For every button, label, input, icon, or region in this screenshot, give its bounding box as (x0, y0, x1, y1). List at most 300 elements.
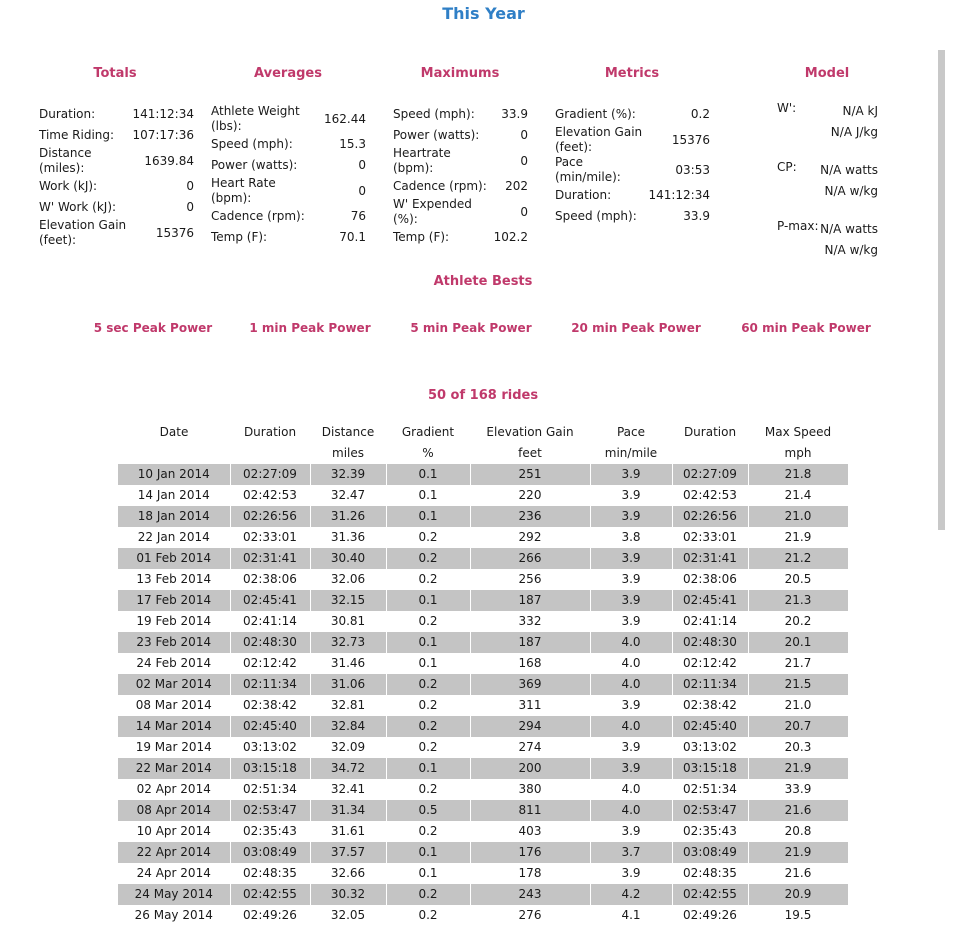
metrics-panel (555, 104, 710, 227)
table-cell: 811 (470, 800, 590, 821)
table-cell: 37.57 (310, 842, 386, 863)
table-cell: 22 Mar 2014 (118, 758, 230, 779)
table-cell: 294 (470, 716, 590, 737)
model-list (777, 101, 878, 261)
averages-row (211, 104, 366, 134)
table-cell: 0.2 (386, 779, 470, 800)
totals-table (39, 104, 194, 248)
table-cell: 33.9 (748, 779, 848, 800)
table-row[interactable] (118, 779, 848, 800)
table-cell: 14 Mar 2014 (118, 716, 230, 737)
maximums-label: Power (watts): (393, 128, 480, 142)
table-row[interactable] (118, 653, 848, 674)
table-cell: 3.7 (590, 842, 672, 863)
table-cell: 0.2 (386, 884, 470, 905)
table-cell: 02:49:26 (230, 905, 310, 926)
table-cell: 32.09 (310, 737, 386, 758)
table-cell: 02:38:42 (672, 695, 748, 716)
table-cell: 19.5 (748, 905, 848, 926)
table-cell: 0.2 (386, 569, 470, 590)
table-cell: 02:42:53 (230, 485, 310, 506)
table-cell: 13 Feb 2014 (118, 569, 230, 590)
table-cell: 02:41:14 (230, 611, 310, 632)
best-5min-peak-power: 5 min Peak Power (410, 321, 532, 335)
table-row[interactable] (118, 863, 848, 884)
table-cell: 32.66 (310, 863, 386, 884)
metrics-value: 33.9 (683, 209, 710, 223)
table-cell: 4.0 (590, 653, 672, 674)
table-cell: 0.1 (386, 632, 470, 653)
metrics-row (555, 125, 710, 155)
table-cell: 02:49:26 (672, 905, 748, 926)
totals-value: 1639.84 (144, 153, 194, 168)
metrics-row (555, 206, 710, 227)
table-cell: 3.8 (590, 527, 672, 548)
totals-value: 107:17:36 (132, 128, 194, 142)
table-cell: 380 (470, 779, 590, 800)
table-cell: 176 (470, 842, 590, 863)
totals-row (39, 104, 194, 125)
model-label: W': (777, 101, 797, 115)
table-cell: 3.9 (590, 464, 672, 485)
table-cell: 4.1 (590, 905, 672, 926)
maximums-value: 33.9 (501, 107, 528, 121)
table-cell: 292 (470, 527, 590, 548)
best-5sec-peak-power: 5 sec Peak Power (93, 321, 213, 335)
averages-row (211, 206, 366, 227)
table-cell: 3.9 (590, 611, 672, 632)
table-row[interactable] (118, 611, 848, 632)
totals-value: 0 (186, 200, 194, 214)
table-cell: 20.7 (748, 716, 848, 737)
table-cell: 08 Mar 2014 (118, 695, 230, 716)
table-row[interactable] (118, 884, 848, 905)
table-row[interactable] (118, 506, 848, 527)
table-cell: 02:35:43 (672, 821, 748, 842)
table-row[interactable] (118, 464, 848, 485)
table-cell: 3.9 (590, 548, 672, 569)
table-cell: 31.36 (310, 527, 386, 548)
table-cell: 02:11:34 (672, 674, 748, 695)
table-cell: 02 Apr 2014 (118, 779, 230, 800)
col-unit-distance: miles (332, 446, 364, 460)
rides-heading: 50 of 168 rides (427, 388, 539, 403)
table-cell: 14 Jan 2014 (118, 485, 230, 506)
table-cell: 02:12:42 (230, 653, 310, 674)
table-cell: 243 (470, 884, 590, 905)
averages-row (211, 227, 366, 248)
table-cell: 22 Jan 2014 (118, 527, 230, 548)
table-cell: 3.9 (590, 863, 672, 884)
maximums-value: 0 (520, 153, 528, 168)
table-cell: 0.1 (386, 842, 470, 863)
col-header-elevation-gain: Elevation Gain (486, 425, 574, 439)
table-cell: 0.1 (386, 758, 470, 779)
table-cell: 03:13:02 (230, 737, 310, 758)
table-cell: 31.06 (310, 674, 386, 695)
totals-row (39, 125, 194, 146)
averages-label: Athlete Weight (lbs): (211, 104, 300, 133)
col-header-duration: Duration (243, 425, 297, 439)
col-unit-elevation-gain: feet (518, 446, 542, 460)
totals-row (39, 218, 194, 248)
col-unit-gradient: % (422, 446, 434, 460)
table-cell: 21.6 (748, 863, 848, 884)
table-cell: 21.5 (748, 674, 848, 695)
table-cell: 02:51:34 (230, 779, 310, 800)
table-cell: 10 Apr 2014 (118, 821, 230, 842)
col-header-distance: Distance (321, 425, 375, 439)
totals-value: 0 (186, 179, 194, 193)
table-cell: 4.0 (590, 632, 672, 653)
table-cell: 03:13:02 (672, 737, 748, 758)
metrics-label: Gradient (%): (555, 107, 636, 121)
table-cell: 19 Feb 2014 (118, 611, 230, 632)
table-cell: 0.2 (386, 737, 470, 758)
averages-label: Temp (F): (211, 230, 268, 244)
col-header-pace: Pace (616, 425, 646, 439)
athlete-bests-heading: Athlete Bests (433, 274, 533, 289)
table-cell: 02:11:34 (230, 674, 310, 695)
table-cell: 0.2 (386, 905, 470, 926)
table-cell: 02:26:56 (672, 506, 748, 527)
table-cell: 02:41:14 (672, 611, 748, 632)
table-cell: 21.4 (748, 485, 848, 506)
table-cell: 02:12:42 (672, 653, 748, 674)
totals-label: Elevation Gain (feet): (39, 218, 127, 247)
table-cell: 32.81 (310, 695, 386, 716)
table-cell: 02:27:09 (230, 464, 310, 485)
table-cell: 02:48:35 (672, 863, 748, 884)
table-cell: 02:48:35 (230, 863, 310, 884)
table-cell: 21.2 (748, 548, 848, 569)
model-values (820, 160, 878, 202)
table-cell: 31.26 (310, 506, 386, 527)
totals-value: 141:12:34 (132, 107, 194, 121)
model-label: P-max: (777, 219, 819, 233)
table-cell: 03:08:49 (672, 842, 748, 863)
maximums-value: 0 (520, 204, 528, 219)
table-cell: 4.0 (590, 800, 672, 821)
table-cell: 02:31:41 (230, 548, 310, 569)
table-cell: 187 (470, 590, 590, 611)
table-cell: 168 (470, 653, 590, 674)
table-cell: 32.06 (310, 569, 386, 590)
table-row[interactable] (118, 800, 848, 821)
averages-value: 76 (350, 209, 366, 223)
table-cell: 0.2 (386, 548, 470, 569)
maximums-label: Temp (F): (393, 230, 450, 244)
table-row[interactable] (118, 821, 848, 842)
table-row[interactable] (118, 527, 848, 548)
table-row[interactable] (118, 632, 848, 653)
table-cell: 21.9 (748, 758, 848, 779)
maximums-panel (393, 104, 528, 248)
page-title: This Year (442, 4, 525, 23)
table-cell: 4.0 (590, 716, 672, 737)
totals-label: Time Riding: (39, 128, 115, 142)
totals-label: Work (kJ): (39, 179, 98, 193)
metrics-value: 0.2 (690, 107, 710, 121)
table-cell: 02:35:43 (230, 821, 310, 842)
table-cell: 02:26:56 (230, 506, 310, 527)
scrollbar-thumb[interactable] (938, 50, 945, 530)
table-cell: 02:48:30 (672, 632, 748, 653)
table-row[interactable] (118, 485, 848, 506)
table-cell: 21.0 (748, 506, 848, 527)
table-cell: 4.0 (590, 779, 672, 800)
table-cell: 02:53:47 (230, 800, 310, 821)
table-cell: 369 (470, 674, 590, 695)
table-row[interactable] (118, 842, 848, 863)
table-cell: 32.73 (310, 632, 386, 653)
table-cell: 02:38:06 (230, 569, 310, 590)
maximums-row (393, 176, 528, 197)
averages-table (211, 104, 366, 248)
table-cell: 02:48:30 (230, 632, 310, 653)
col-unit-date (118, 443, 230, 464)
table-cell: 0.2 (386, 821, 470, 842)
rides-table (118, 422, 849, 926)
table-cell: 20.3 (748, 737, 848, 758)
table-cell: 3.9 (590, 569, 672, 590)
table-cell: 0.2 (386, 695, 470, 716)
table-cell: 10 Jan 2014 (118, 464, 230, 485)
col-header-gradient: Gradient (401, 425, 455, 439)
col-unit-pace: min/mile (604, 446, 658, 460)
maximums-label: Speed (mph): (393, 107, 475, 121)
table-cell: 32.47 (310, 485, 386, 506)
table-cell: 0.2 (386, 611, 470, 632)
maximums-row (393, 227, 528, 248)
maximums-heading: Maximums (420, 66, 500, 81)
maximums-row (393, 197, 528, 227)
table-cell: 19 Mar 2014 (118, 737, 230, 758)
table-cell: 3.9 (590, 821, 672, 842)
totals-row (39, 197, 194, 218)
table-cell: 02:38:42 (230, 695, 310, 716)
metrics-label: Elevation Gain (feet): (555, 125, 643, 154)
table-cell: 24 May 2014 (118, 884, 230, 905)
table-cell: 3.9 (590, 758, 672, 779)
table-cell: 02:45:40 (230, 716, 310, 737)
table-cell: 3.9 (590, 737, 672, 758)
table-cell: 0.5 (386, 800, 470, 821)
model-value: N/A watts (820, 222, 878, 236)
table-cell: 03:08:49 (230, 842, 310, 863)
table-cell: 01 Feb 2014 (118, 548, 230, 569)
table-cell: 21.9 (748, 527, 848, 548)
table-cell: 02:38:06 (672, 569, 748, 590)
totals-row (39, 176, 194, 197)
metrics-label: Duration: (555, 188, 612, 202)
table-cell: 220 (470, 485, 590, 506)
table-cell: 32.41 (310, 779, 386, 800)
table-cell: 32.05 (310, 905, 386, 926)
table-cell: 02:45:41 (672, 590, 748, 611)
table-row[interactable] (118, 548, 848, 569)
table-cell: 20.9 (748, 884, 848, 905)
metrics-heading: Metrics (604, 66, 660, 81)
table-cell: 3.9 (590, 506, 672, 527)
table-cell: 21.6 (748, 800, 848, 821)
maximums-value: 0 (520, 128, 528, 142)
table-cell: 21.3 (748, 590, 848, 611)
table-cell: 24 Feb 2014 (118, 653, 230, 674)
table-cell: 178 (470, 863, 590, 884)
table-cell: 31.46 (310, 653, 386, 674)
table-cell: 21.8 (748, 464, 848, 485)
table-cell: 17 Feb 2014 (118, 590, 230, 611)
table-cell: 02:31:41 (672, 548, 748, 569)
model-value: N/A w/kg (824, 184, 878, 198)
table-cell: 30.40 (310, 548, 386, 569)
table-cell: 21.0 (748, 695, 848, 716)
table-row[interactable] (118, 905, 848, 926)
table-row[interactable] (118, 674, 848, 695)
model-panel (777, 101, 878, 278)
totals-label: Duration: (39, 107, 96, 121)
table-row[interactable] (118, 590, 848, 611)
metrics-value: 15376 (671, 132, 710, 147)
model-values (831, 101, 878, 143)
table-row[interactable] (118, 716, 848, 737)
table-cell: 30.32 (310, 884, 386, 905)
table-cell: 0.2 (386, 716, 470, 737)
table-cell: 187 (470, 632, 590, 653)
table-cell: 3.9 (590, 485, 672, 506)
table-cell: 32.15 (310, 590, 386, 611)
table-cell: 311 (470, 695, 590, 716)
metrics-value: 141:12:34 (648, 188, 710, 202)
metrics-label: Speed (mph): (555, 209, 637, 223)
col-header-max-speed: Max Speed (764, 425, 832, 439)
table-row[interactable] (118, 737, 848, 758)
table-cell: 0.1 (386, 485, 470, 506)
table-row[interactable] (118, 695, 848, 716)
model-item (777, 160, 878, 202)
averages-heading: Averages (254, 66, 322, 81)
totals-value: 15376 (155, 225, 194, 240)
averages-label: Cadence (rpm): (211, 209, 305, 223)
table-cell: 20.8 (748, 821, 848, 842)
table-cell: 0.1 (386, 653, 470, 674)
averages-label: Heart Rate (bpm): (211, 176, 276, 205)
model-value: N/A kJ (842, 104, 878, 118)
averages-label: Power (watts): (211, 158, 298, 172)
col-header-duration-2: Duration (683, 425, 737, 439)
averages-value: 0 (358, 183, 366, 198)
col-unit-max-speed: mph (784, 446, 812, 460)
averages-panel (211, 104, 366, 248)
best-60min-peak-power: 60 min Peak Power (741, 321, 871, 335)
table-cell: 32.84 (310, 716, 386, 737)
model-item (777, 101, 878, 143)
table-cell: 332 (470, 611, 590, 632)
table-cell: 251 (470, 464, 590, 485)
best-1min-peak-power: 1 min Peak Power (249, 321, 371, 335)
table-cell: 03:15:18 (230, 758, 310, 779)
table-cell: 200 (470, 758, 590, 779)
table-cell: 18 Jan 2014 (118, 506, 230, 527)
table-cell: 22 Apr 2014 (118, 842, 230, 863)
maximums-row (393, 125, 528, 146)
model-heading: Model (804, 66, 850, 81)
table-cell: 236 (470, 506, 590, 527)
table-cell: 08 Apr 2014 (118, 800, 230, 821)
metrics-value: 03:53 (675, 162, 710, 177)
averages-row (211, 134, 366, 155)
averages-value: 70.1 (339, 230, 366, 244)
averages-value: 162.44 (324, 111, 366, 126)
totals-row (39, 146, 194, 176)
model-value: N/A watts (820, 163, 878, 177)
table-cell: 256 (470, 569, 590, 590)
table-cell: 0.1 (386, 464, 470, 485)
averages-value: 15.3 (339, 137, 366, 151)
maximums-label: W' Expended (%): (393, 197, 472, 226)
maximums-value: 202 (505, 179, 528, 193)
table-cell: 02:33:01 (672, 527, 748, 548)
table-cell: 274 (470, 737, 590, 758)
metrics-row (555, 104, 710, 125)
table-cell: 20.5 (748, 569, 848, 590)
table-cell: 24 Apr 2014 (118, 863, 230, 884)
averages-row (211, 155, 366, 176)
totals-label: W' Work (kJ): (39, 200, 117, 214)
metrics-table (555, 104, 710, 227)
metrics-label: Pace (min/mile): (555, 155, 621, 184)
maximums-value: 102.2 (493, 230, 528, 244)
table-cell: 0.1 (386, 863, 470, 884)
table-cell: 02:45:41 (230, 590, 310, 611)
table-cell: 02:27:09 (672, 464, 748, 485)
table-cell: 02:53:47 (672, 800, 748, 821)
maximums-row (393, 104, 528, 125)
table-cell: 02:42:55 (672, 884, 748, 905)
table-cell: 403 (470, 821, 590, 842)
table-cell: 31.34 (310, 800, 386, 821)
maximums-row (393, 146, 528, 176)
table-cell: 21.7 (748, 653, 848, 674)
table-cell: 31.61 (310, 821, 386, 842)
model-value: N/A w/kg (824, 243, 878, 257)
col-unit-duration-2 (672, 443, 748, 464)
table-row[interactable] (118, 758, 848, 779)
totals-heading: Totals (93, 66, 137, 81)
col-unit-duration (230, 443, 310, 464)
table-cell: 26 May 2014 (118, 905, 230, 926)
model-label: CP: (777, 160, 797, 174)
maximums-table (393, 104, 528, 248)
totals-label: Distance (miles): (39, 146, 92, 175)
model-value: N/A J/kg (830, 125, 878, 139)
totals-panel (39, 104, 194, 248)
table-row[interactable] (118, 569, 848, 590)
table-cell: 4.2 (590, 884, 672, 905)
table-cell: 02:51:34 (672, 779, 748, 800)
maximums-label: Cadence (rpm): (393, 179, 487, 193)
table-cell: 03:15:18 (672, 758, 748, 779)
table-cell: 0.1 (386, 506, 470, 527)
table-cell: 32.39 (310, 464, 386, 485)
table-cell: 3.9 (590, 590, 672, 611)
table-cell: 0.2 (386, 527, 470, 548)
model-values (820, 219, 878, 261)
table-cell: 23 Feb 2014 (118, 632, 230, 653)
table-cell: 0.2 (386, 674, 470, 695)
table-cell: 20.2 (748, 611, 848, 632)
